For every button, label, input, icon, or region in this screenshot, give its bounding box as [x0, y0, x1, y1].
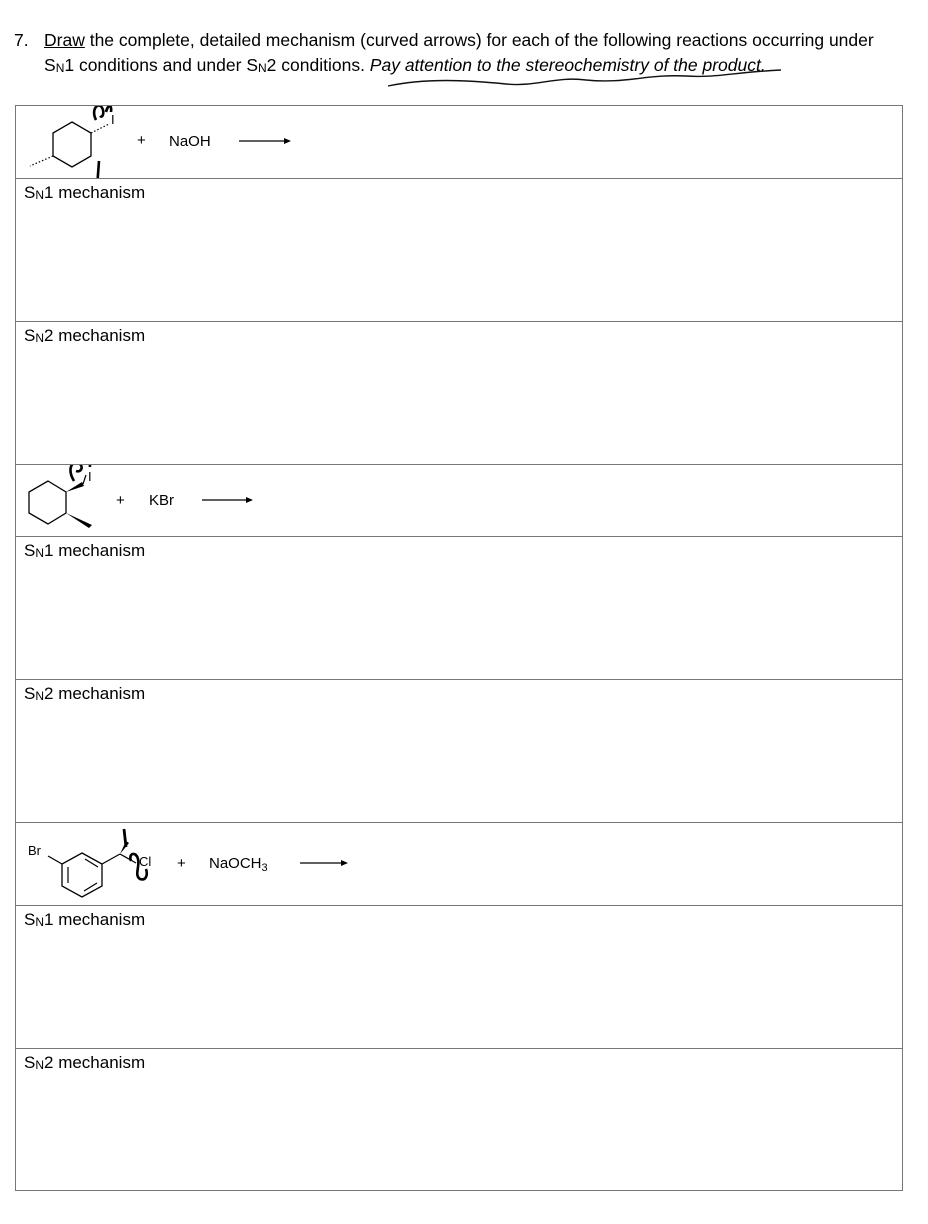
- leaving-group-iodine: I: [88, 469, 92, 484]
- s-letter: S: [246, 55, 258, 75]
- leaving-group-iodine: I: [111, 112, 115, 127]
- question-line-2-text-b: 2 conditions.: [266, 55, 370, 75]
- stereochem-note: Pay attention to the stereochemistry of the product.: [369, 55, 766, 75]
- reagent-naoh: NaOH: [169, 133, 211, 150]
- n-subscript: N: [258, 61, 267, 75]
- worksheet-table: [15, 105, 903, 1191]
- sn2-label: SN2 mechanism: [24, 326, 146, 345]
- sn1-box-reaction-1[interactable]: [16, 178, 902, 321]
- sn1-box-reaction-2[interactable]: [16, 536, 902, 679]
- reagent-kbr: KBr: [149, 492, 175, 509]
- sn1-label: SN1 mechanism: [24, 183, 146, 202]
- reaction-1-row: [16, 106, 902, 178]
- n-subscript: N: [55, 61, 65, 75]
- reaction-2-structure: [16, 465, 336, 537]
- question-number: 7.: [14, 30, 29, 50]
- question-line-1: [44, 28, 874, 53]
- draw-word: Draw: [44, 30, 85, 50]
- reaction-3-row: [16, 822, 902, 905]
- reaction-3-structure: [16, 823, 376, 906]
- plus-sign: +: [116, 492, 125, 509]
- reaction-2-row: [16, 464, 902, 536]
- plus-sign: +: [177, 855, 186, 872]
- sn2-label: SN2 mechanism: [24, 1053, 146, 1072]
- s-letter: S: [44, 55, 56, 75]
- leaving-group-chlorine: Cl: [139, 854, 152, 869]
- sn1-box-reaction-3[interactable]: [16, 905, 902, 1048]
- plus-sign: +: [137, 132, 146, 149]
- substituent-bromine: Br: [28, 843, 41, 858]
- sn2-box-reaction-2[interactable]: [16, 679, 902, 822]
- sn2-label: SN2 mechanism: [24, 684, 146, 703]
- question-line-1-text: the complete, detailed mechanism (curved arrows) for each of the following reactions occurring under: [84, 30, 874, 50]
- handwritten-squiggle-underline: [386, 64, 796, 90]
- question-line-2-text-a: 1 conditions and under: [64, 55, 247, 75]
- reagent-naoch3: NaOCH$_3$: [209, 855, 268, 874]
- sn1-label: SN1 mechanism: [24, 541, 146, 560]
- sn2-box-reaction-3[interactable]: [16, 1048, 902, 1190]
- sn1-label: SN1 mechanism: [24, 910, 146, 929]
- sn2-box-reaction-1[interactable]: [16, 321, 902, 464]
